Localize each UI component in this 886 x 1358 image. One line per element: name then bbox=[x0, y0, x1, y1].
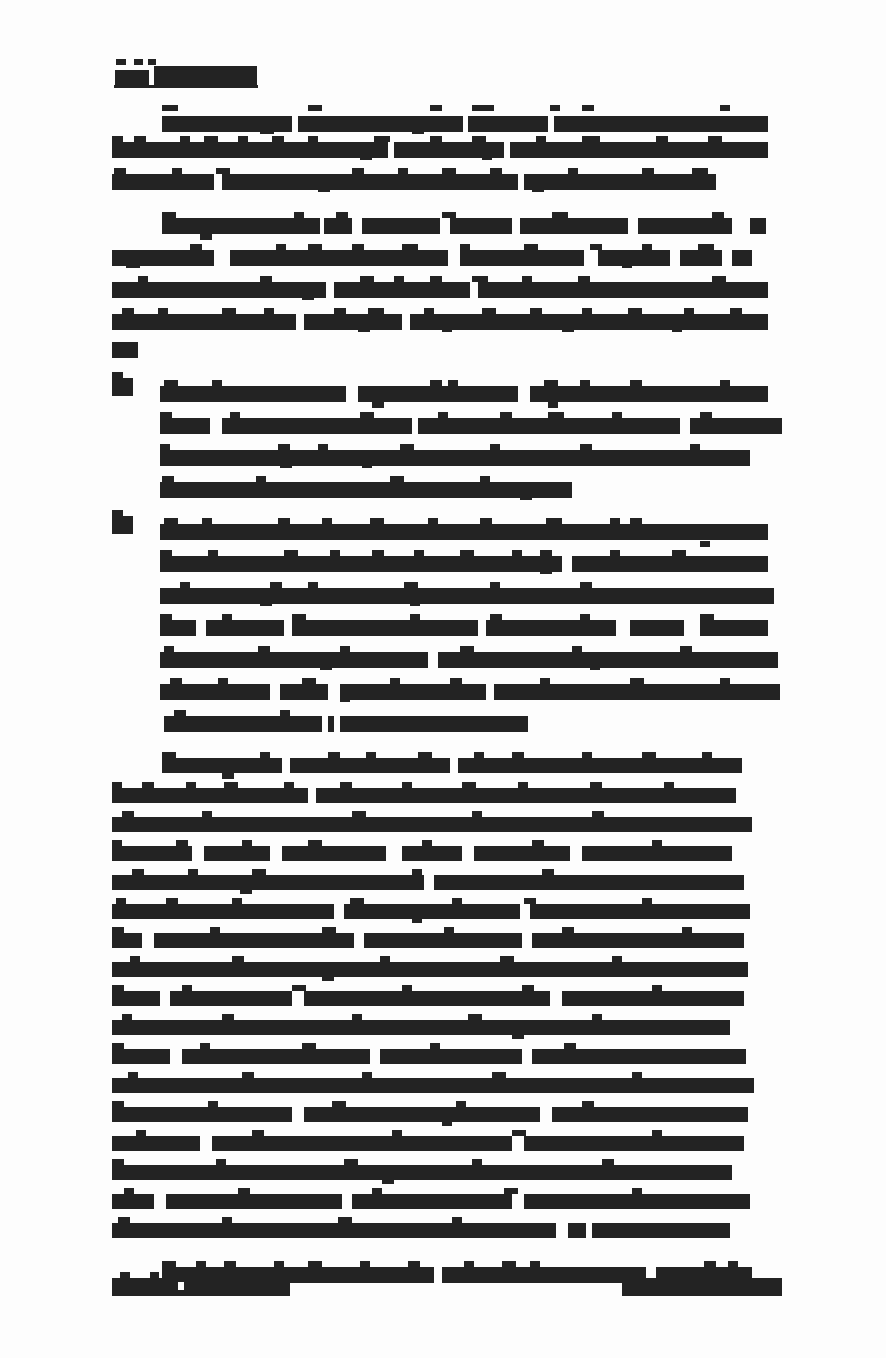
text-line bbox=[112, 210, 768, 240]
text-line bbox=[112, 304, 768, 336]
text-line bbox=[112, 1011, 768, 1040]
text-line bbox=[112, 1098, 768, 1127]
text-line bbox=[112, 1040, 768, 1069]
text-line bbox=[112, 982, 768, 1011]
text-line bbox=[160, 642, 768, 674]
text-line bbox=[112, 1127, 768, 1156]
text-line bbox=[160, 516, 768, 546]
text-line bbox=[160, 578, 768, 610]
text-line bbox=[160, 706, 768, 736]
text-line bbox=[112, 110, 768, 132]
footer-left-text bbox=[112, 1278, 113, 1279]
text-line bbox=[160, 674, 768, 706]
heading-ascender bbox=[148, 59, 156, 65]
text-line bbox=[160, 546, 768, 578]
list-marker-a bbox=[112, 378, 133, 396]
footer-right bbox=[622, 1278, 782, 1296]
text-line bbox=[112, 1069, 768, 1098]
text-line bbox=[160, 378, 768, 408]
text-line bbox=[112, 1214, 768, 1243]
text-line bbox=[112, 779, 768, 808]
heading-ascender bbox=[116, 59, 126, 65]
text-line bbox=[160, 472, 768, 502]
page-content bbox=[112, 64, 768, 1299]
list-item-a bbox=[112, 378, 768, 502]
list-marker-b bbox=[112, 516, 133, 534]
text-line bbox=[112, 750, 768, 779]
heading-ascender bbox=[134, 59, 143, 65]
page-footer bbox=[112, 1278, 782, 1298]
list-item-b bbox=[112, 516, 768, 736]
text-line bbox=[112, 808, 768, 837]
text-line bbox=[112, 837, 768, 866]
footer-left bbox=[112, 1278, 290, 1296]
second-paragraph bbox=[112, 210, 768, 364]
text-line bbox=[160, 610, 768, 642]
text-line bbox=[112, 132, 768, 164]
text-line bbox=[112, 336, 768, 364]
text-line bbox=[112, 240, 768, 272]
text-line bbox=[112, 1185, 768, 1214]
text-line bbox=[112, 924, 768, 953]
section-heading-text bbox=[112, 64, 113, 65]
text-line bbox=[160, 408, 768, 440]
heading-underline bbox=[114, 85, 258, 88]
body-paragraph bbox=[112, 750, 768, 1243]
opening-paragraph bbox=[112, 110, 768, 196]
text-line bbox=[112, 866, 768, 895]
text-line bbox=[112, 164, 768, 196]
text-line bbox=[160, 440, 768, 472]
heading-redaction-bar bbox=[154, 66, 257, 85]
section-heading bbox=[112, 64, 768, 86]
text-line bbox=[112, 895, 768, 924]
text-line bbox=[112, 1156, 768, 1185]
footer-right-text bbox=[622, 1278, 623, 1279]
text-line bbox=[112, 953, 768, 982]
heading-redaction-bar bbox=[115, 70, 149, 85]
text-line bbox=[112, 272, 768, 304]
